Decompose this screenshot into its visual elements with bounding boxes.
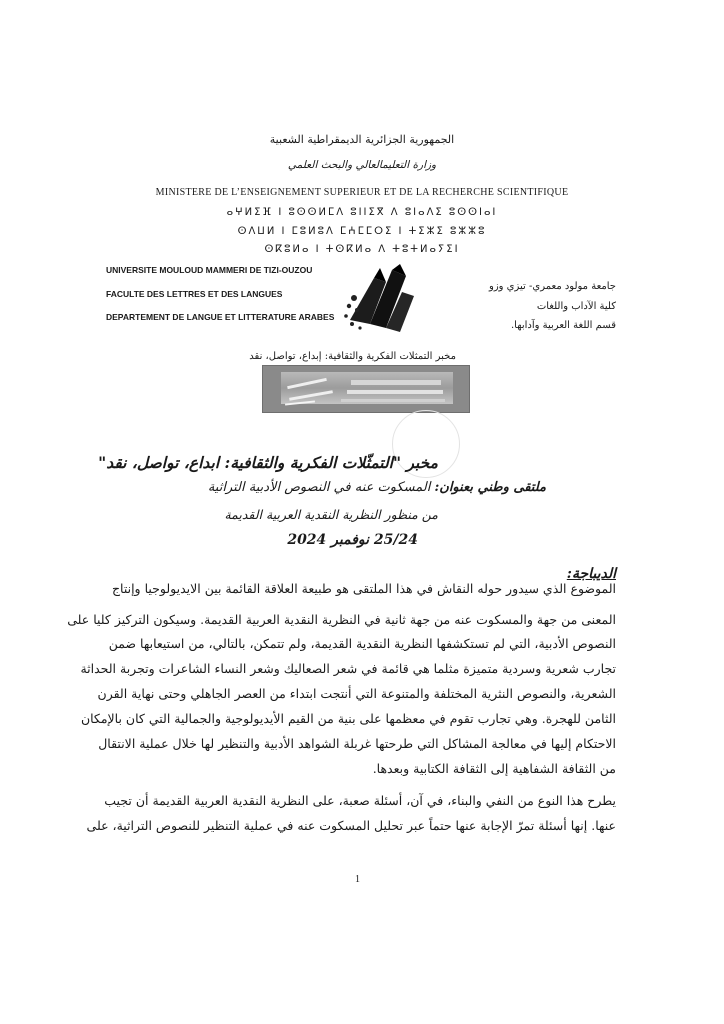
preamble-heading: الديباجة:: [566, 566, 616, 582]
paragraph-line: الثامن للهجرة. وهي تجارب تقوم في معظمها على بنية من القيم الأيديولوجية والجمالية التي كان بالإمكان: [80, 711, 616, 726]
department-name-arabic: قسم اللغة العربية وآدابها.: [511, 320, 616, 331]
paragraph-line: الشعرية، والنصوص النثرية المختلفة والمتنوعة التي أنتجت ابتداء من العصر الجاهلي وحتى نهاية القرن: [97, 686, 616, 701]
faculty-name-arabic: كلية الآداب واللغات: [536, 301, 616, 312]
ministry-french: MINISTERE DE L’ENSEIGNEMENT SUPERIEUR ET DE LA RECHERCHE SCIENTIFIQUE: [155, 187, 569, 198]
university-name-french: UNIVERSITE MOULOUD MAMMERI DE TIZI-OUZOU: [106, 265, 313, 275]
ministry-arabic: وزارة التعليمالعالي والبحث العلمي: [287, 159, 437, 171]
forum-title-lead: ملتقى وطني بعنوان:: [434, 480, 546, 495]
event-date: 25/24 نوفمبر 2024: [287, 532, 418, 548]
ministry-tifinagh: ⴰⵖⵍⵉⴼ ⵏ ⵓⵙⵙⵍⵎⴷ ⵓⵏⵏⵉⴳ ⴷ ⵓⵏⴰⴷⵉ ⵓⵙⵙⵏⴰⵏ: [226, 207, 498, 218]
lab-title: مخبر "التمثّلات الفكرية والثقافية: ابداع، تواصل، نقد": [98, 453, 438, 472]
paragraph-line: الموضوع الذي سيدور حوله النقاش في هذا الملتقى هو طبيعة العلاقة القائمة بين الايديولوجيا وإنتاج: [111, 581, 616, 596]
paragraph-line: يطرح هذا النوع من النفي والبناء، في آن، أسئلة صعبة، على النظرية النقدية العربية القديمة أن تجيب: [104, 793, 616, 808]
page-number: 1: [355, 874, 360, 885]
paragraph-line: عنها. إنها أسئلة تمرّ الإجابة عنها حتماً عبر تحليل المسكوت عنه في عملية التنظير للنصوص التراثية، على: [86, 818, 616, 833]
paragraph-line: تجارب شعرية وسردية متميزة مثلما هي قائمة في شعر الصعاليك وشعر النساء الشاعرات وتجربة الحداثة: [80, 661, 616, 676]
university-tifinagh: ⵙⴷⵡⵍ ⵏ ⵎⵓⵍⵓⴷ ⵎⵄⵎⵎⵔⵉ ⵏ ⵜⵉⵣⵉ ⵓⵣⵣⵓ: [237, 226, 487, 237]
faculty-name-french: FACULTE DES LETTRES ET DES LANGUES: [106, 289, 283, 299]
department-name-french: DEPARTEMENT DE LANGUE ET LITTERATURE ARABES: [106, 312, 335, 322]
paragraph-line: من الثقافة الشفاهية إلى الثقافة الكتابية وبعدها.: [372, 761, 616, 776]
paragraph-line: الاحتكام إليها في معالجة المشاكل التي طرحتها غربلة الشواهد الأدبية والتنظير لها خلال عملية الانتقال: [98, 736, 616, 751]
lab-caption: مخبر التمثلات الفكرية والثقافية: إبداع، تواصل، نقد: [249, 351, 456, 362]
forum-perspective: من منظور النظرية النقدية العربية القديمة: [224, 507, 438, 522]
paragraph-line: المعنى من جهة والمسكوت عنه من جهة ثانية في النظرية النقدية العربية القديمة. وسيكون التركيز كليا على: [67, 612, 616, 627]
paragraph-line: النصوص الأدبية، التي لم تستكشفها النظرية النقدية القديمة، ولم تتمكن، بالتالي، من استيعابها ضمن: [108, 636, 616, 651]
faculty-tifinagh: ⵙⴽⵓⵍⴰ ⵏ ⵜⵙⴽⵍⴰ ⴷ ⵜⵓⵜⵍⴰⵢⵉⵏ: [264, 244, 460, 255]
republic-heading: الجمهورية الجزائرية الديمقراطية الشعبية: [269, 133, 455, 146]
lab-logo-icon: [262, 365, 470, 413]
university-logo-icon: [340, 262, 420, 338]
university-name-arabic: جامعة مولود معمري- تيزي وزو: [489, 281, 616, 292]
forum-topic: المسكوت عنه في النصوص الأدبية التراثية: [207, 480, 431, 495]
forum-title: [208, 480, 546, 495]
